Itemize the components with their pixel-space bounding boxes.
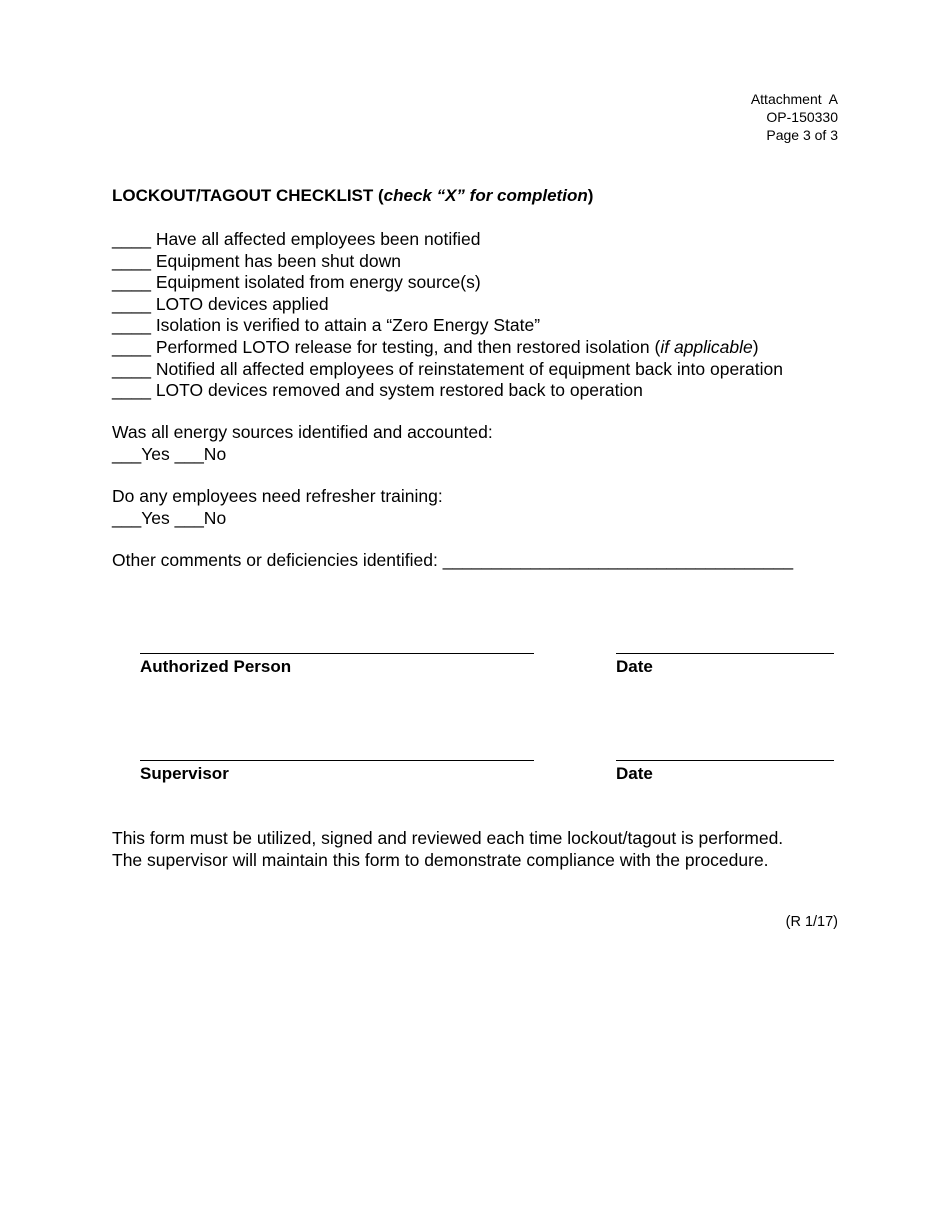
question-energy-sources [112, 422, 493, 465]
checklist-item-label: Notified all affected employees of reinstatement of equipment back into operation [155, 358, 783, 379]
checklist-item[interactable] [112, 229, 783, 251]
title-instruction: check “X” for completion [383, 186, 588, 205]
authorized-date-line[interactable] [616, 653, 834, 654]
checklist-item[interactable] [112, 359, 783, 381]
checkbox-blank[interactable]: ____ [112, 315, 151, 336]
checklist-item[interactable] [112, 337, 783, 359]
checklist-item[interactable] [112, 294, 783, 316]
yes-no-answer[interactable]: ___Yes ___No [112, 507, 227, 528]
supervisor-date-line[interactable] [616, 760, 834, 761]
document-header [751, 90, 838, 144]
checkbox-blank[interactable]: ____ [112, 358, 151, 379]
supervisor-label: Supervisor [140, 764, 229, 783]
checkbox-blank[interactable]: ____ [112, 229, 151, 249]
checklist-item-label: Isolation is verified to attain a “Zero Energy State” [155, 315, 541, 336]
supervisor-signature-line[interactable] [140, 760, 534, 761]
question-refresher-training [112, 486, 443, 529]
checklist-item-label: LOTO devices removed and system restored back to operation [155, 380, 643, 401]
yes-no-answer[interactable]: ___Yes ___No [112, 443, 227, 464]
footer-instructions [112, 828, 783, 871]
checklist-item[interactable] [112, 251, 783, 273]
question-text: Do any employees need refresher training: [112, 486, 443, 506]
checklist-item-label: Equipment isolated from energy source(s) [155, 272, 481, 293]
checkbox-blank[interactable]: ____ [112, 293, 151, 314]
title-main: LOCKOUT/TAGOUT CHECKLIST ( [112, 186, 384, 205]
checklist-item[interactable] [112, 272, 783, 294]
question-text: Was all energy sources identified and accounted: [112, 422, 493, 442]
checklist-title [112, 186, 593, 206]
footer-line: The supervisor will maintain this form to demonstrate compliance with the procedure. [112, 849, 769, 870]
title-close: ) [587, 186, 594, 205]
attachment-label: Attachment A [750, 91, 838, 107]
checklist-item-close: ) [752, 336, 759, 357]
revision-label: (R 1/17) [785, 914, 838, 930]
checklist-item-label: Equipment has been shut down [155, 250, 401, 271]
supervisor-date-label: Date [616, 764, 653, 783]
authorized-person-label: Authorized Person [140, 657, 292, 676]
comments-field[interactable]: Other comments or deficiencies identified: ____________________________________ [112, 550, 794, 570]
checkbox-blank[interactable]: ____ [112, 380, 151, 401]
checkbox-blank[interactable]: ____ [112, 336, 151, 357]
checklist [112, 229, 783, 402]
page-number: Page 3 of 3 [766, 127, 838, 143]
checkbox-blank[interactable]: ____ [112, 272, 151, 293]
checklist-item[interactable] [112, 380, 783, 402]
authorized-date-label: Date [616, 657, 653, 676]
checklist-item-label: Have all affected employees been notified [155, 229, 481, 249]
authorized-person-signature-line[interactable] [140, 653, 534, 654]
checklist-item[interactable] [112, 315, 783, 337]
checklist-item-label: Performed LOTO release for testing, and then restored isolation ( [155, 336, 661, 357]
footer-line: This form must be utilized, signed and reviewed each time lockout/tagout is performed. [112, 828, 784, 848]
checklist-item-label: LOTO devices applied [155, 293, 329, 314]
document-number: OP-150330 [766, 109, 838, 125]
checklist-item-italic: if applicable [660, 336, 753, 357]
checkbox-blank[interactable]: ____ [112, 250, 151, 271]
